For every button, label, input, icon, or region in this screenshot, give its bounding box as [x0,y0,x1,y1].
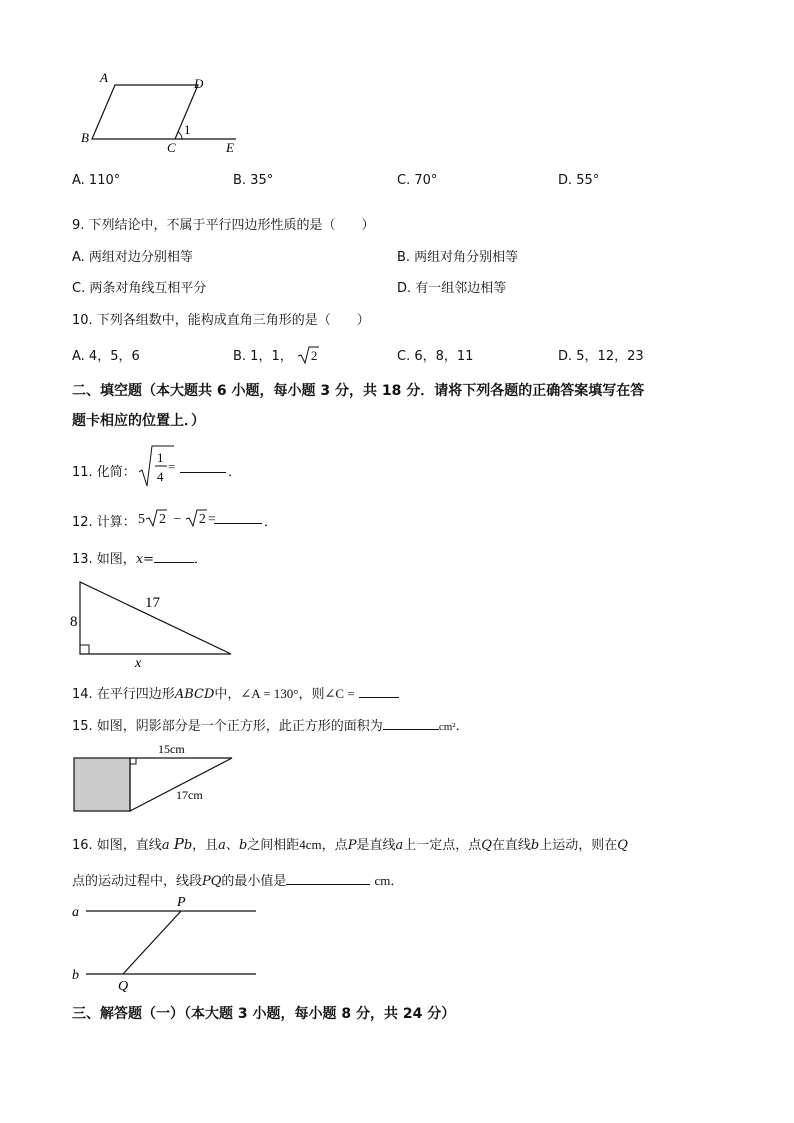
vertex-b-label: B [81,130,89,145]
section2-heading-line1: 二、填空题（本大题共 6 小题，每小题 3 分，共 18 分．请将下列各题的正确答案填写在答 [72,383,645,399]
q16-answer-blank[interactable] [286,872,370,885]
q9-option-d[interactable]: D. 有一组邻边相等 [397,281,507,296]
vertex-a-label: A [100,70,108,85]
square-triangle-figure [66,738,246,816]
parallelogram-figure [70,66,250,158]
side-x-label: x [135,656,142,670]
q10-stem: 10. 下列各组数中，能构成直角三角形的是（ ） [72,313,370,328]
q16-l1g: 在直线 [491,838,531,853]
right-triangle [130,758,232,811]
q13-label [72,548,207,567]
q8-option-b[interactable]: B. 35° [233,173,274,188]
q10-option-d[interactable]: D. 5，12，23 [558,349,644,364]
q8-option-a[interactable]: A. 110° [72,173,121,188]
q10-b-radicand: 2 [310,348,318,363]
point-e-label: E [226,140,234,155]
section3-heading: 三、解答题（一）（本大题 3 小题，每小题 8 分，共 24 分） [72,1006,456,1022]
q12-equals: = [207,512,216,527]
q9-stem: 9. 下列结论中，不属于平行四边形性质的是（ ） [72,218,375,233]
q14-label: 14. 在平行四边形 [72,687,175,702]
q14-angle-a: ∠A = 130° [240,686,299,701]
q16-line1 [72,834,628,853]
vertex-c-label: C [167,140,176,155]
q16-l1a: 16. 如图，直线 [72,838,162,853]
q16-a: a [161,838,170,853]
q10-option-a[interactable]: A. 4，5，6 [72,349,140,364]
right-angle-mark [80,645,89,654]
q12-end: ． [264,515,278,530]
hypotenuse-17cm-label: 17cm [176,788,203,802]
q16-b3: b [530,838,540,853]
q16-l1d: ，点 [321,838,348,853]
q16-q: Q [481,838,492,853]
angle-1-arc [178,132,182,139]
q9-option-b[interactable]: B. 两组对角分别相等 [397,250,519,265]
hypotenuse-17-label: 17 [145,595,160,611]
q13-end: ． [194,552,208,567]
q15-unit: cm² [438,721,456,733]
q16-l2b: 的最小值是 [221,874,287,889]
segment-pq [123,911,181,974]
q15-line [72,715,469,734]
q12-label: 12. 计算： [72,515,136,530]
q16-sep: 、 [225,838,239,853]
side-15cm-label: 15cm [158,742,185,756]
q16-a3: a [395,838,404,853]
q10-option-b[interactable] [233,345,325,365]
q15-label: 15. 如图，阴影部分是一个正方形，此正方形的面积为 [72,719,383,734]
q16-l1h: 上运动，则在 [539,838,618,853]
q12-radicand-2: 2 [198,512,206,527]
parallel-lines-figure [66,890,266,994]
q8-option-d[interactable]: D. 55° [558,173,600,188]
q8-option-c[interactable]: C. 70° [397,173,438,188]
shaded-square [74,758,130,811]
parallelogram-abcd [92,85,198,139]
q10-option-c[interactable]: C. 6，8，11 [397,349,474,364]
q12-minus: − [173,512,182,527]
q14-mid: 中， [214,687,241,702]
q16-l1b: ，且 [192,838,219,853]
q16-l1f: 上一定点，点 [403,838,482,853]
q11-equals: = [168,459,176,474]
q16-b2: b [238,838,248,853]
q14-name: ABCD [174,687,215,702]
q10-option-b-text: B. 1，1， [233,349,293,364]
q12-radicand: 2 [159,512,166,527]
q11-numerator: 1 [157,450,164,465]
angle-1-label: 1 [184,122,191,137]
line-b-label: b [72,968,79,983]
q16-b: b [183,838,193,853]
q9-option-c[interactable]: C. 两条对角线互相平分 [72,281,207,296]
q16-p: P [347,838,357,853]
q13-var: x= [135,552,155,567]
q12-expression [138,508,216,528]
q11-denominator: 4 [157,469,164,484]
q16-unit: cm [374,873,391,888]
right-angle-mark [130,758,136,764]
q16-l2a: 点的运动过程中，线段 [72,874,203,889]
q16-l1c: 之间相距 [247,838,300,853]
q15-end: ． [455,719,469,734]
q16-dist: 4cm [299,837,322,852]
q13-answer-blank[interactable] [154,550,194,563]
q16-end: ． [390,874,404,889]
q14-sep: ，则 [298,687,325,702]
section2-heading-line2: 题卡相应的位置上．） [72,413,205,429]
side-8-label: 8 [70,614,78,630]
q16-parallel-symbol: P [173,835,184,853]
q14-angle-c: ∠C = [324,686,355,701]
q15-answer-blank[interactable] [383,717,439,730]
q14-line [72,683,399,702]
q13-label-text: 13. 如图， [72,552,136,567]
q12-answer-blank[interactable] [214,511,262,524]
right-triangle [80,582,231,654]
q9-option-a[interactable]: A. 两组对边分别相等 [72,250,193,265]
q16-q2: Q [617,838,628,853]
q16-l1e: 是直线 [356,838,396,853]
point-p-label: P [177,895,186,910]
q11-end: ． [228,465,242,480]
q16-a2: a [218,838,226,853]
point-q-label: Q [118,979,129,994]
q14-answer-blank[interactable] [359,685,399,698]
line-a-label: a [72,905,79,920]
vertex-d-label: D [194,76,204,91]
q11-label: 11. 化简： [72,465,136,480]
q16-line2 [72,870,403,889]
right-triangle-figure [66,574,246,670]
q11-answer-blank[interactable] [180,460,226,473]
q12-coef: 5 [138,512,145,527]
q16-pq: PQ [202,874,222,889]
